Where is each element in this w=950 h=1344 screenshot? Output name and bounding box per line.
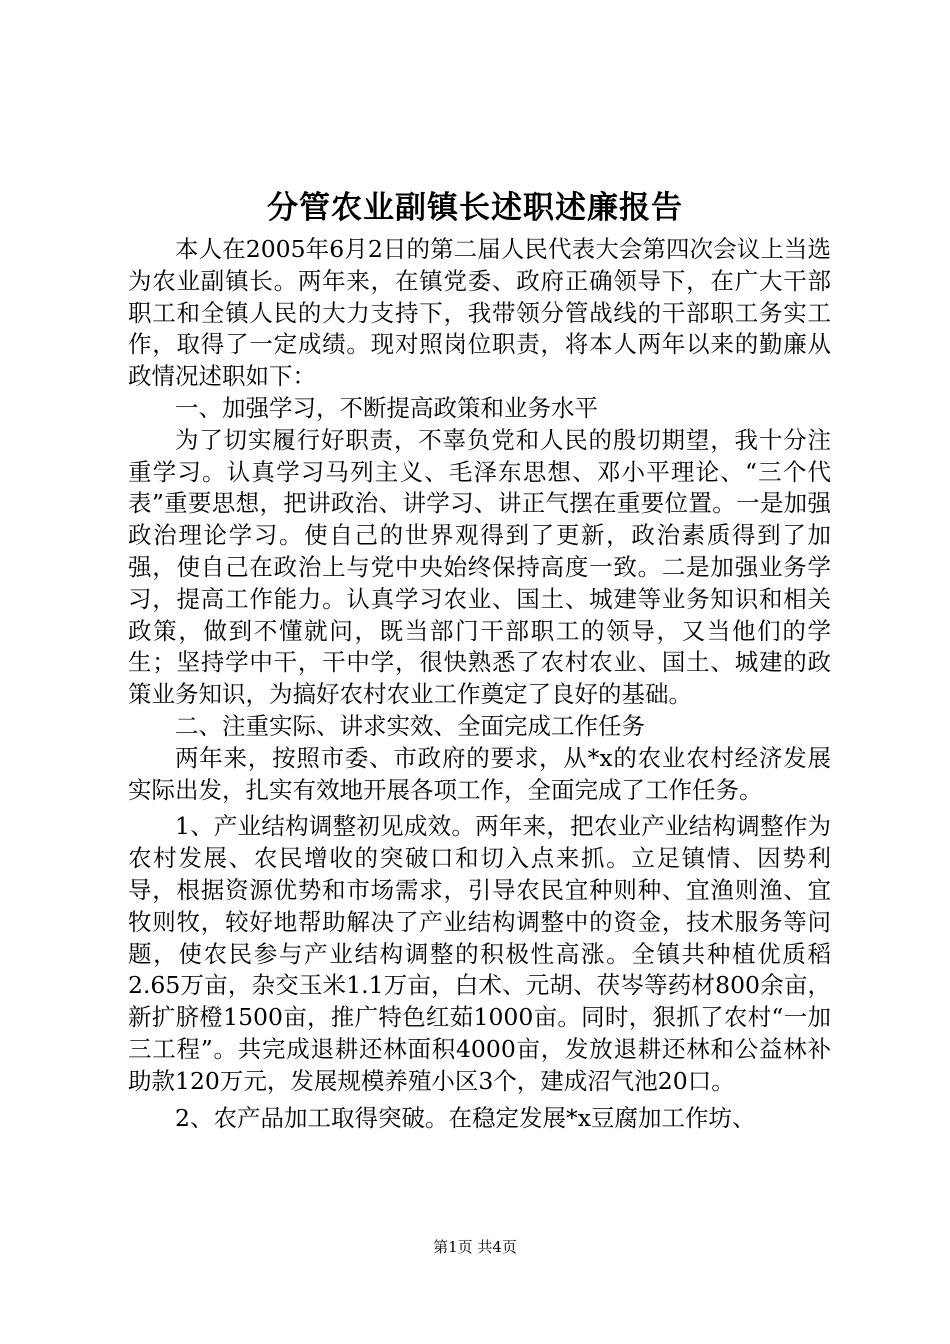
paragraph-intro: 本人在2005年6月2日的第二届人民代表大会第四次会议上当选为农业副镇长。两年来，在镇党委、政府正确领导下，在广大干部职工和全镇人民的大力支持下，我带领分管战线的干部职工务实工作，取得了一定成绩。现对照岗位职责，将本人两年以来的勤廉从政情况述职如下： [128, 235, 831, 391]
page-footer: 第1页 共4页 [433, 1238, 517, 1256]
section-heading-1: 一、加强学习，不断提高政策和业务水平 [175, 393, 598, 422]
paragraph-industry: 1、产业结构调整初见成效。两年来，把农业产业结构调整作为农村发展、农民增收的突破口和切入点来抓。立足镇情、因势利导，根据资源优势和市场需求，引导农民宜种则种、宜渔则渔、宜牧则牧，较好地帮助解决了产业结构调整中的资金，技术服务等问题，使农民参与产业结构调整的积极性高涨。全镇共种植优质稻2.65万亩，杂交玉米1.1万亩，白术、元胡、茯岑等药材800余亩，新扩脐橙1500亩，推广特色红茹1000亩。同时，狠抓了农村“一加三工程”。共完成退耕还林面积4000亩，发放退耕还林和公益林补助款120万元，发展规模养殖小区3个，建成沼气池20口。 [128, 812, 831, 1095]
paragraph-study: 为了切实履行好职责，不辜负党和人民的殷切期望，我十分注重学习。认真学习马列主义、毛泽东思想、邓小平理论、“三个代表”重要思想，把讲政治、讲学习、讲正气摆在重要位置。一是加强政治理论学习。使自己的世界观得到了更新，政治素质得到了加强，使自己在政治上与党中央始终保持高度一致。二是加强业务学习，提高工作能力。认真学习农业、国土、城建等业务知识和相关政策，做到不懂就问，既当部门干部职工的领导，又当他们的学生；坚持学中干，干中学，很快熟悉了农村农业、国土、城建的政策业务知识，为搞好农村农业工作奠定了良好的基础。 [128, 425, 831, 709]
paragraph-processing: 2、农产品加工取得突破。在稳定发展*x豆腐加工作坊、 [175, 1103, 756, 1132]
section-heading-2: 二、注重实际、讲求实效、全面完成工作任务 [175, 711, 645, 740]
paragraph-overview: 两年来，按照市委、市政府的要求，从*x的农业农村经济发展实际出发，扎实有效地开展各项工作，全面完成了工作任务。 [128, 743, 831, 804]
document-body [128, 234, 831, 1134]
document-title: 分管农业副镇长述职述廉报告 [267, 190, 683, 226]
